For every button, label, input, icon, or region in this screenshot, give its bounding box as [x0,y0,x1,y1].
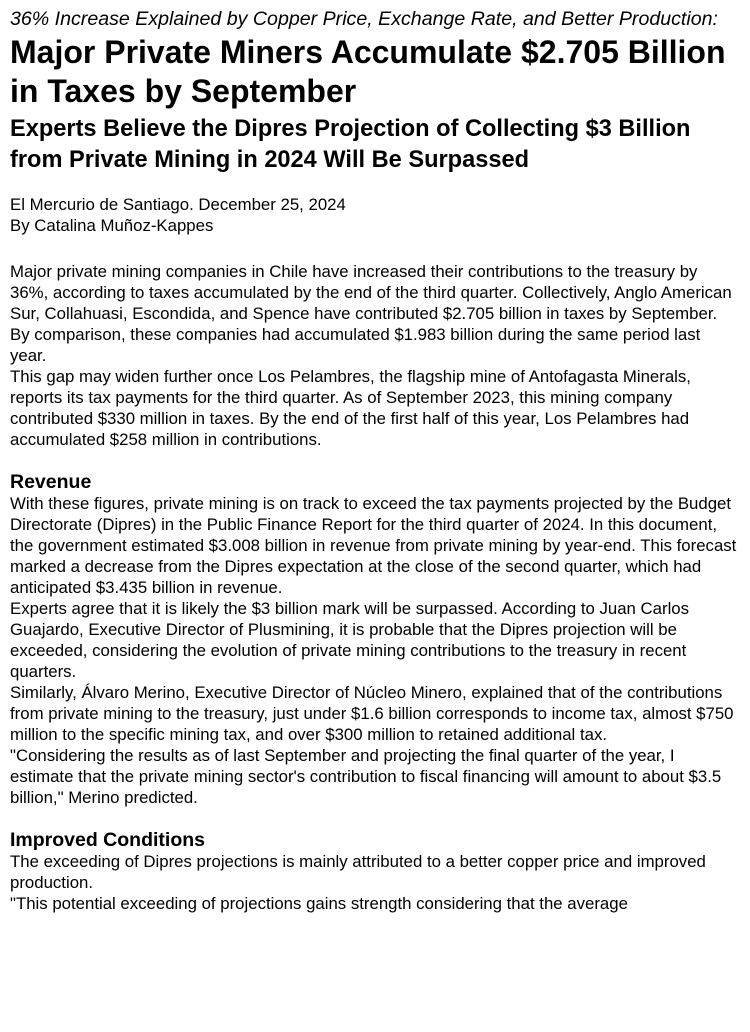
conditions-paragraph: "This potential exceeding of projections gains strength considering that the average [10,894,628,913]
section-improved-conditions [10,829,740,914]
intro-paragraph: Major private mining companies in Chile have increased their contributions to the treasury by 36%, according to taxes accumulated by the end of the third quarter. Collectively, Anglo American Sur, Collahuasi, Escondida, and Spence have contributed $2.705 billion in taxes by September. By comparison, these companies had accumulated $1.983 billion during the same period last year. [10,262,732,365]
source-date: El Mercurio de Santiago. December 25, 2024 [10,195,346,214]
section-heading-improved-conditions: Improved Conditions [10,829,205,851]
revenue-paragraph: With these figures, private mining is on track to exceed the tax payments projected by the Budget Directorate (Dipres) in the Public Finance Report for the third quarter of 2024. In this document, the government estimated $3.008 billion in revenue from private mining by year-end. This forecast marked a decrease from the Dipres expectation at the close of the second quarter, which had anticipated $3.435 billion in revenue. [10,494,737,597]
article-headline: Major Private Miners Accumulate $2.705 Billion in Taxes by September [10,34,726,109]
revenue-paragraph: "Considering the results as of last September and projecting the final quarter of the year, I estimate that the private mining sector's contribution to fiscal financing will amount to about $3.5 billion," Merino predicted. [10,746,722,807]
article-meta [10,194,740,236]
conditions-paragraph: The exceeding of Dipres projections is mainly attributed to a better copper price and improved production. [10,852,706,892]
revenue-paragraph: Experts agree that it is likely the $3 billion mark will be surpassed. According to Juan Carlos Guajardo, Executive Director of Plusmining, it is probable that the Dipres projection will be exceeded, considering the evolution of private mining contributions to the treasury in recent quarters. [10,599,690,681]
intro-section [10,261,740,450]
byline: By Catalina Muñoz-Kappes [10,216,214,235]
intro-paragraph: This gap may widen further once Los Pelambres, the flagship mine of Antofagasta Minerals, reports its tax payments for the third quarter. As of September 2023, this mining company contributed $330 million in taxes. By the end of the first half of this year, Los Pelambres had accumulated $258 million in contributions. [10,367,691,449]
section-revenue [10,471,740,808]
revenue-paragraph: Similarly, Álvaro Merino, Executive Director of Núcleo Minero, explained that of the contributions from private mining to the treasury, just under $1.6 billion corresponds to income tax, almost $750 million to the specific mining tax, and over $300 million to retained additional tax. [10,683,734,744]
section-heading-revenue: Revenue [10,471,92,493]
article-subheadline: Experts Believe the Dipres Projection of Collecting $3 Billion from Private Mining in 2024 Will Be Surpassed [10,116,691,173]
article-kicker: 36% Increase Explained by Copper Price, Exchange Rate, and Better Production: [10,8,718,30]
